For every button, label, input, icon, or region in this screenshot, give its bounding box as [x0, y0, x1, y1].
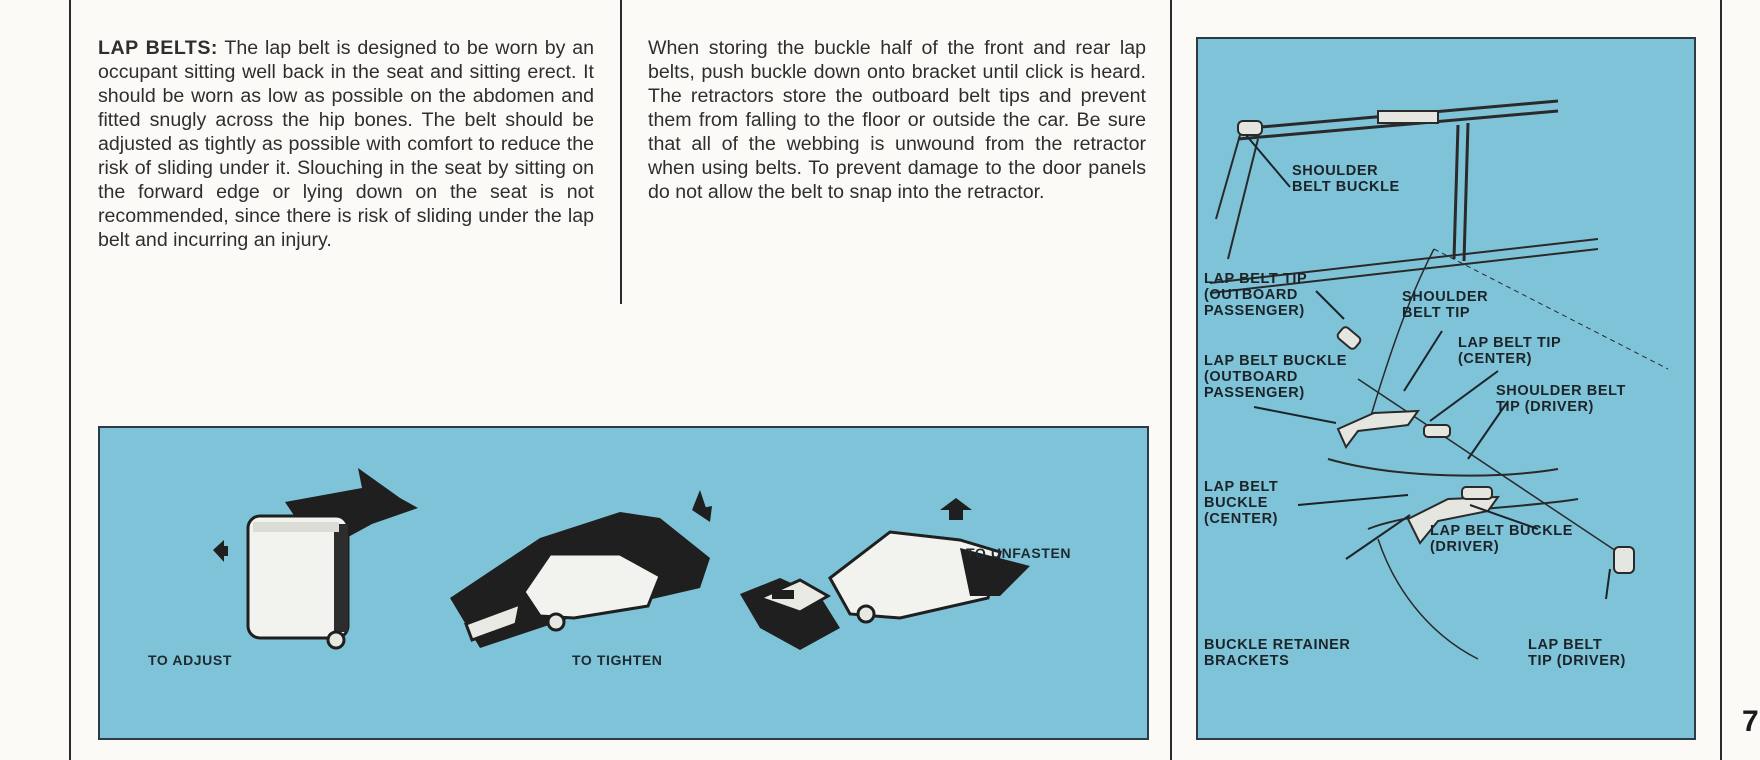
label-lap-belt-tip-outboard: LAP BELT TIP (OUTBOARD PASSENGER) — [1204, 271, 1308, 319]
storage-paragraph — [648, 36, 1146, 204]
storage-body: When storing the buckle half of the front and rear lap belts, push buckle down onto bracket until click is heard. The retractors store the outboard belt tips and prevent them from falling to the floor or outside the car. Be sure that all of the webbing is unwound from the retractor when using belts. To prevent damage to the door panels do not allow the belt to snap into the retractor. — [648, 37, 1146, 203]
label-lap-belt-buckle-center: LAP BELT BUCKLE (CENTER) — [1204, 479, 1279, 527]
seat-belt-layout-figure — [1196, 37, 1696, 740]
right-margin-rule — [1720, 0, 1722, 760]
label-shoulder-belt-buckle: SHOULDER BELT BUCKLE — [1292, 163, 1400, 195]
left-margin-rule — [69, 0, 71, 760]
arrow-up-icon — [940, 498, 972, 510]
arrow-up-icon — [692, 490, 706, 510]
label-lap-belt-buckle-outboard: LAP BELT BUCKLE (OUTBOARD PASSENGER) — [1204, 353, 1347, 401]
tighten-buckle-illustration — [450, 490, 712, 648]
lap-belt-buckle-outboard-hardware — [1338, 411, 1418, 447]
unfasten-buckle-illustration — [740, 498, 1030, 650]
caption-to-unfasten: TO UNFASTEN — [966, 545, 1072, 561]
page-divider-rule — [1170, 0, 1172, 760]
buckle-operation-figure — [98, 426, 1149, 740]
adjust-buckle-illustration — [213, 468, 418, 648]
lap-belt-tip-outboard-hardware — [1336, 326, 1362, 351]
buckle-illustrations — [100, 428, 1147, 738]
caption-to-adjust: TO ADJUST — [148, 652, 232, 668]
lap-belts-heading: LAP BELTS: — [98, 37, 218, 59]
lap-belts-body: The lap belt is designed to be worn by an occupant sitting well back in the seat and sitting erect. It should be worn as low as possible on the abdomen and fitted snugly across the hip bones. The belt should be adjusted as tightly as possible with comfort to reduce the risk of sliding under it. Slouching in the seat by sitting on the forward edge or lying down on the seat is not recommended, since there is risk of sliding under the lap belt and incurring an injury. — [98, 37, 595, 251]
lap-belt-tip-driver-hardware — [1614, 547, 1634, 573]
label-lap-belt-tip-driver: LAP BELT TIP (DRIVER) — [1528, 637, 1626, 669]
caption-to-tighten: TO TIGHTEN — [572, 652, 663, 668]
page-number: 7 — [1742, 705, 1759, 738]
column-divider-rule — [620, 0, 622, 304]
label-shoulder-belt-tip-driver: SHOULDER BELT TIP (DRIVER) — [1496, 383, 1626, 415]
lap-belts-paragraph — [98, 36, 594, 252]
label-buckle-retainer-brackets: BUCKLE RETAINER BRACKETS — [1204, 637, 1351, 669]
shoulder-belt-buckle-anchor — [1238, 121, 1262, 135]
label-shoulder-belt-tip: SHOULDER BELT TIP — [1402, 289, 1489, 321]
label-lap-belt-buckle-driver: LAP BELT BUCKLE (DRIVER) — [1430, 523, 1573, 555]
label-lap-belt-tip-center: LAP BELT TIP (CENTER) — [1458, 335, 1562, 367]
